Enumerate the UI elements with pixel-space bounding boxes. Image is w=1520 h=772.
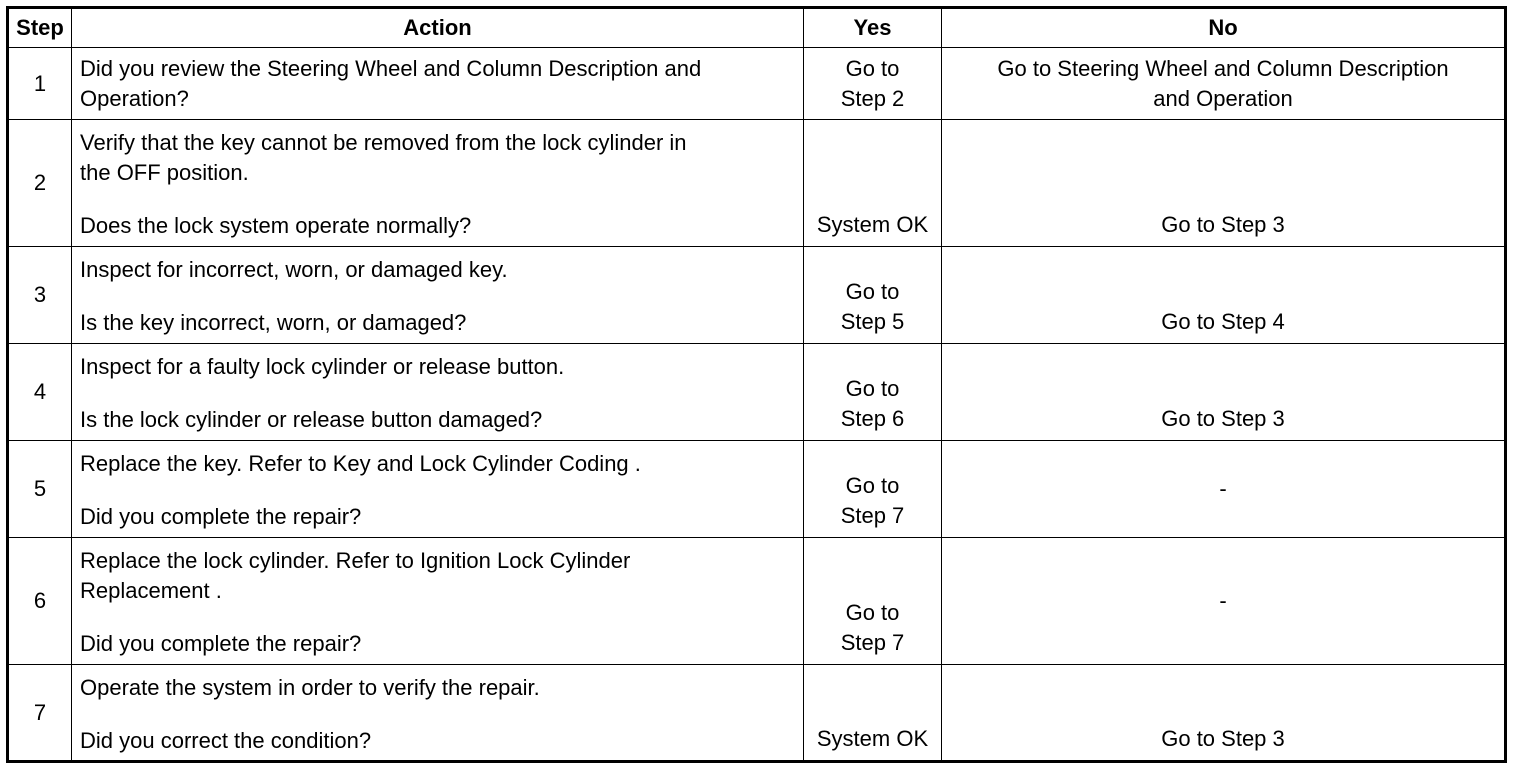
action-spacer — [80, 382, 797, 405]
yes-result-text: Step 2 — [840, 85, 905, 111]
action-text-line: Replace the key. Refer to Key and Lock Cylinder Coding . — [80, 451, 641, 476]
diagnostic-table — [6, 6, 1507, 763]
yes-result-cell — [804, 665, 942, 762]
yes-result-text: System OK — [816, 212, 929, 237]
no-result-text: - — [1219, 588, 1227, 613]
header-step: Step — [8, 8, 72, 48]
no-result-text: Go to Steering Wheel and Column Description — [997, 55, 1449, 81]
action-text-line: the OFF position. — [80, 160, 249, 185]
step-number-cell: 3 — [8, 247, 72, 344]
header-no: No — [942, 8, 1506, 48]
table-row — [8, 247, 1506, 344]
action-text-line: Replace the lock cylinder. Refer to Ignition Lock Cylinder — [80, 548, 631, 573]
action-question: Did you correct the condition? — [80, 728, 372, 753]
yes-result-text: Go to — [845, 376, 900, 401]
no-result-text: and Operation — [1153, 85, 1293, 111]
action-question: Is the key incorrect, worn, or damaged? — [80, 310, 467, 335]
no-result-text: Go to Step 3 — [1161, 406, 1285, 431]
diagnostic-table-container — [6, 6, 1507, 763]
action-cell — [72, 538, 804, 665]
action-cell — [72, 247, 804, 344]
action-text-line: Inspect for a faulty lock cylinder or release button. — [80, 354, 565, 379]
yes-result-cell — [804, 538, 942, 665]
no-result-text: - — [1219, 476, 1227, 501]
yes-result-text: Step 5 — [840, 309, 905, 334]
action-text-line: Did you review the Steering Wheel and Column Description and — [80, 56, 702, 81]
step-number-cell: 2 — [8, 120, 72, 247]
step-number-cell: 7 — [8, 665, 72, 762]
action-spacer — [80, 285, 797, 308]
action-text-line: Operation? — [80, 86, 189, 111]
no-result-cell — [942, 441, 1506, 538]
action-cell — [72, 441, 804, 538]
no-result-text: Go to Step 3 — [1161, 212, 1285, 237]
yes-result-text: Go to — [845, 279, 900, 304]
yes-result-cell — [804, 247, 942, 344]
step-number-cell: 4 — [8, 344, 72, 441]
no-result-cell — [942, 48, 1506, 120]
table-row — [8, 344, 1506, 441]
action-spacer — [80, 606, 797, 629]
yes-result-text: System OK — [816, 726, 929, 751]
action-spacer — [80, 479, 797, 502]
yes-result-cell — [804, 344, 942, 441]
action-cell — [72, 344, 804, 441]
action-question: Did you complete the repair? — [80, 631, 362, 656]
action-text-line: Inspect for incorrect, worn, or damaged key. — [80, 257, 508, 282]
header-action: Action — [72, 8, 804, 48]
no-result-cell — [942, 344, 1506, 441]
step-number-cell: 1 — [8, 48, 72, 120]
yes-result-text: Go to — [845, 600, 900, 625]
table-row — [8, 441, 1506, 538]
yes-result-text: Go to — [845, 55, 900, 81]
action-spacer — [80, 703, 797, 726]
table-header-row — [8, 8, 1506, 48]
table-body — [8, 48, 1506, 762]
action-cell — [72, 48, 804, 120]
table-row — [8, 48, 1506, 120]
no-result-cell — [942, 120, 1506, 247]
action-cell — [72, 120, 804, 247]
no-result-cell — [942, 665, 1506, 762]
yes-result-cell — [804, 48, 942, 120]
header-yes: Yes — [804, 8, 942, 48]
yes-result-cell — [804, 441, 942, 538]
step-number-cell: 6 — [8, 538, 72, 665]
table-row — [8, 538, 1506, 665]
action-text-line: Operate the system in order to verify the repair. — [80, 675, 540, 700]
action-text-line: Replacement . — [80, 578, 222, 603]
yes-result-cell — [804, 120, 942, 247]
step-number-cell: 5 — [8, 441, 72, 538]
no-result-text: Go to Step 3 — [1161, 726, 1285, 751]
yes-result-text: Step 6 — [840, 406, 905, 431]
action-text-line: Verify that the key cannot be removed from the lock cylinder in — [80, 130, 687, 155]
table-row — [8, 665, 1506, 762]
action-question: Is the lock cylinder or release button damaged? — [80, 407, 543, 432]
yes-result-text: Step 7 — [840, 630, 905, 655]
action-cell — [72, 665, 804, 762]
yes-result-text: Go to — [845, 473, 900, 498]
yes-result-text: Step 7 — [840, 503, 905, 528]
no-result-text: Go to Step 4 — [1161, 309, 1285, 334]
action-question: Did you complete the repair? — [80, 504, 362, 529]
table-row — [8, 120, 1506, 247]
no-result-cell — [942, 538, 1506, 665]
no-result-cell — [942, 247, 1506, 344]
action-spacer — [80, 188, 797, 211]
action-question: Does the lock system operate normally? — [80, 213, 472, 238]
